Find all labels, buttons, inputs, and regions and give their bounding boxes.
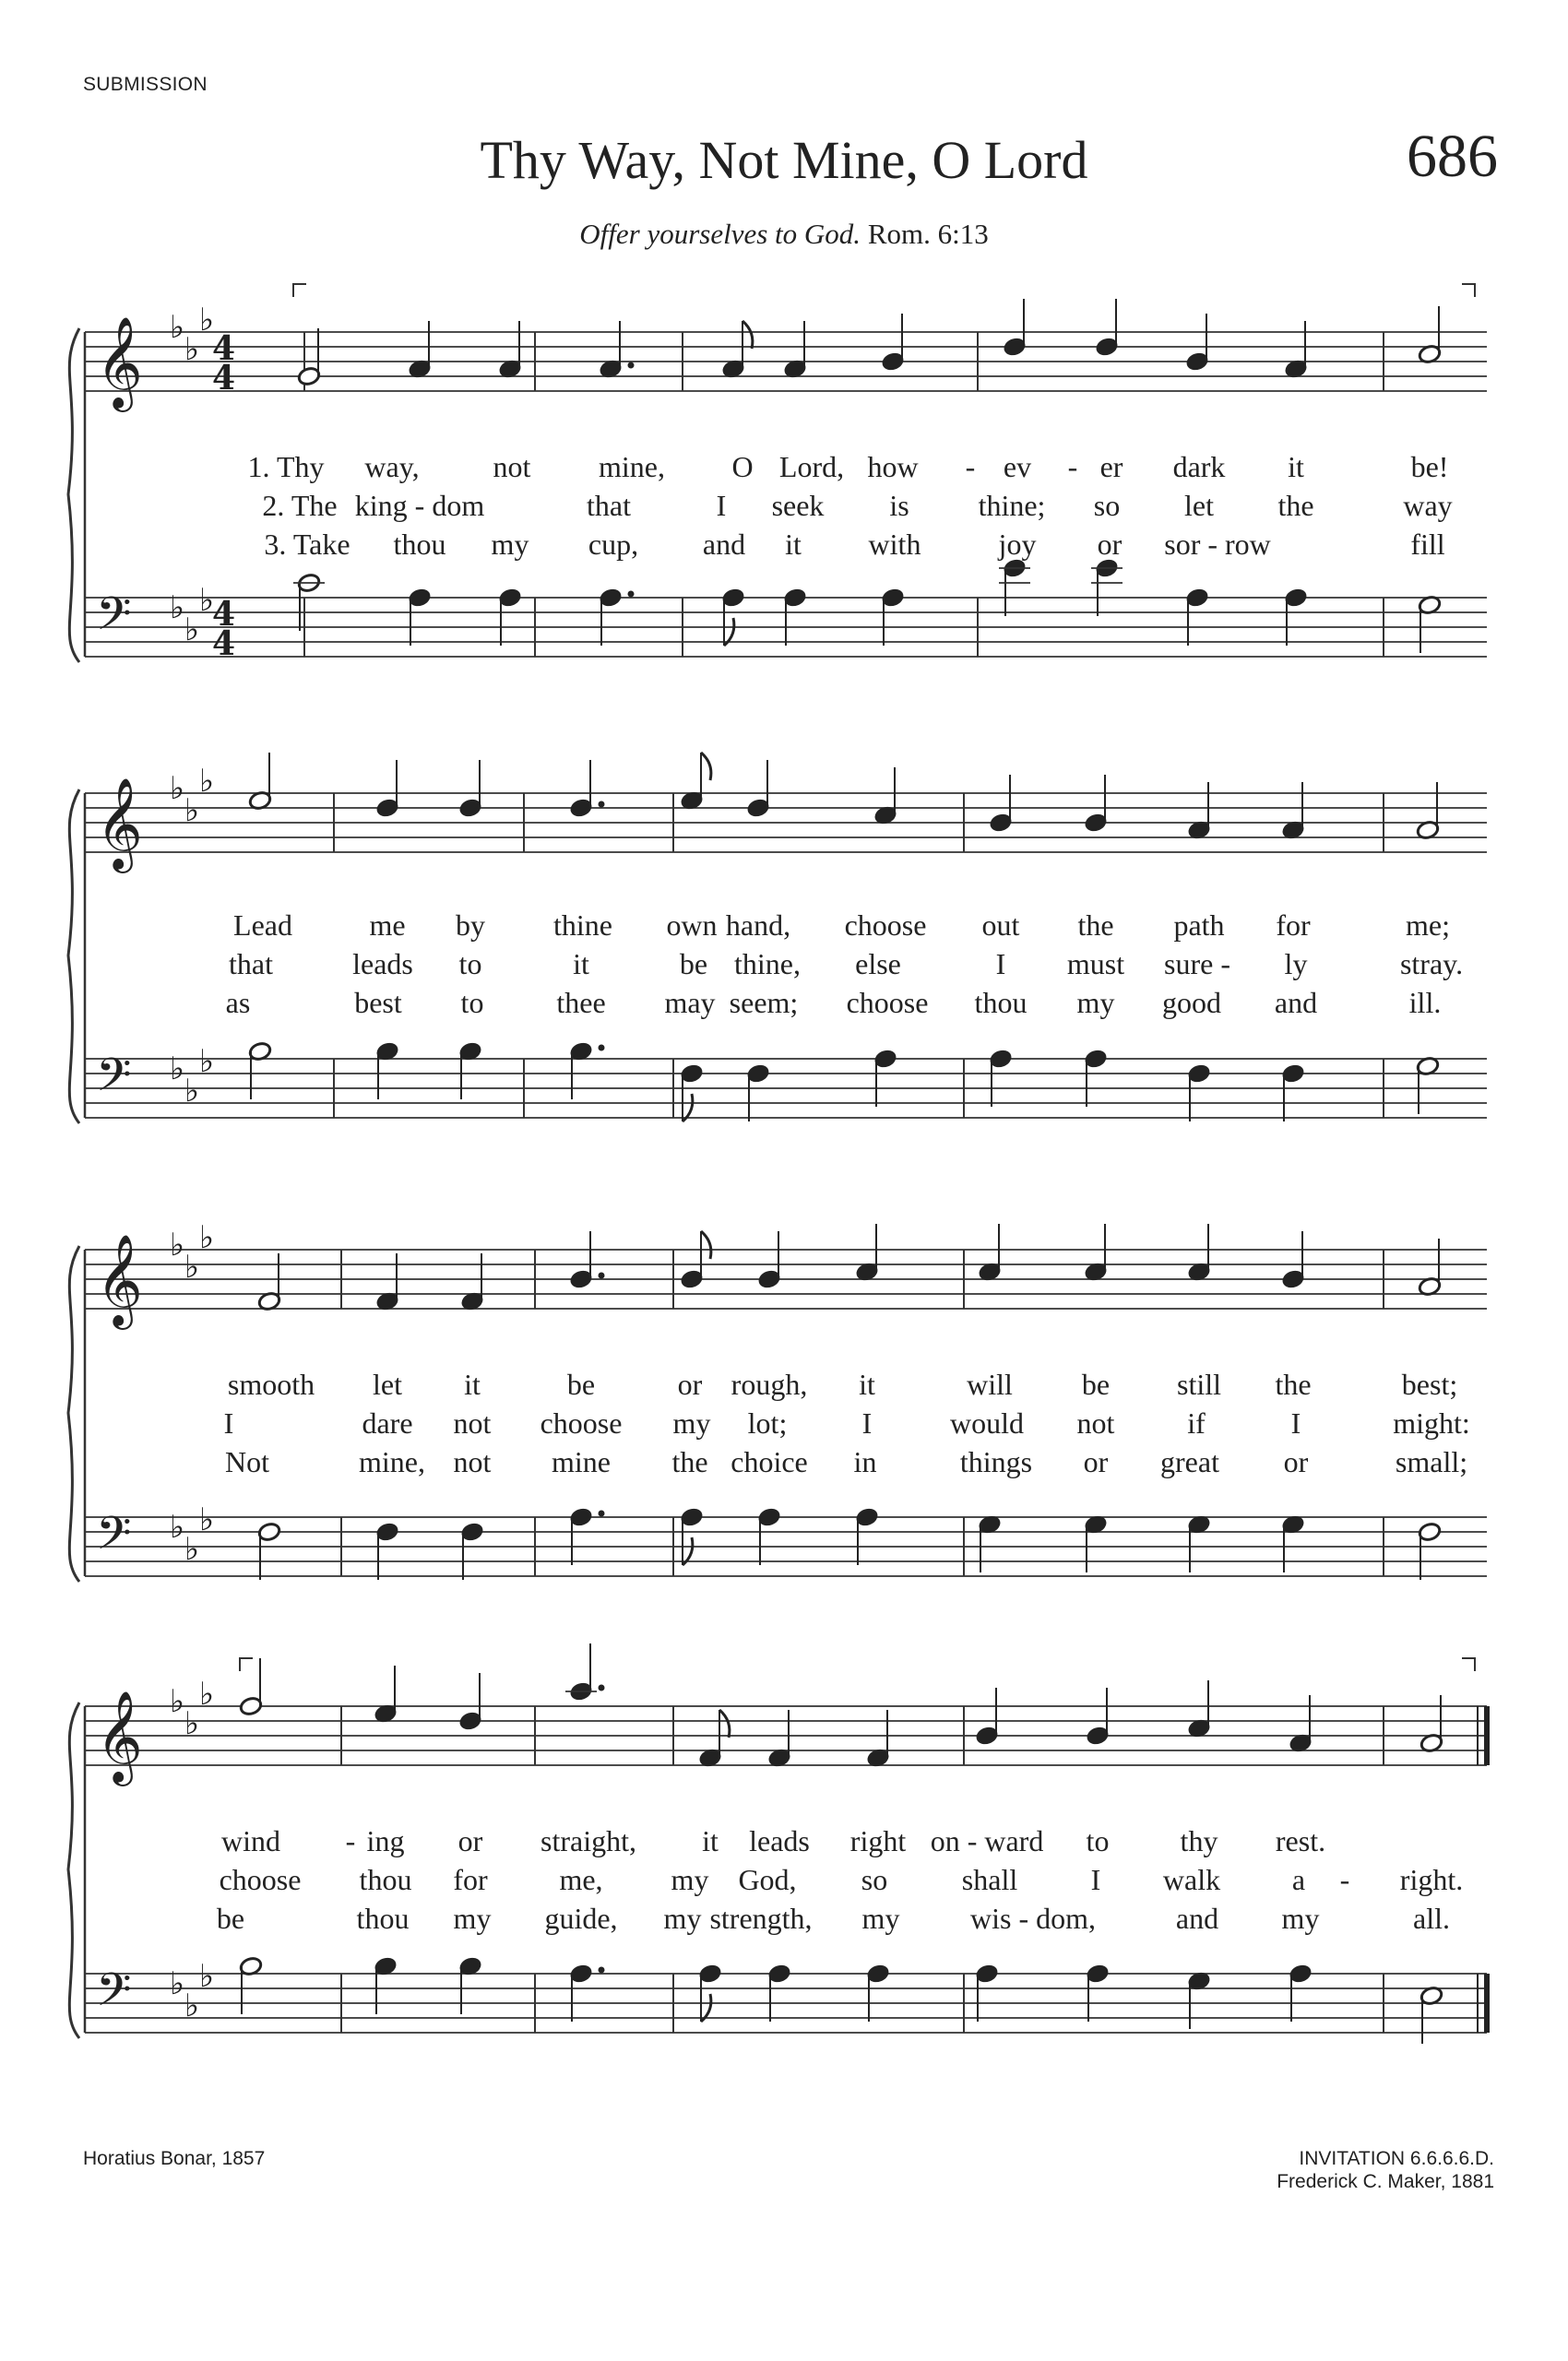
lyric-syllable: be	[216, 1902, 245, 1935]
system-1-treble-key-flat: ♭	[184, 331, 200, 368]
text-author-credit: Horatius Bonar, 1857	[83, 2148, 266, 2169]
system-2-bass-key-flat: ♭	[184, 1073, 200, 1109]
lyric-syllable: cup,	[588, 528, 639, 561]
lyric-syllable: mine	[552, 1445, 611, 1478]
lyric-syllable: -	[1339, 1863, 1350, 1896]
lyric-syllable: not	[453, 1406, 492, 1440]
verse-1-line	[0, 1368, 1568, 1406]
composer-credit: Frederick C. Maker, 1881	[1277, 2171, 1494, 2192]
lyric-syllable: be!	[1410, 450, 1449, 483]
verse-2-line	[0, 947, 1568, 986]
lyric-syllable: God,	[738, 1863, 797, 1896]
category-label: SUBMISSION	[83, 74, 208, 95]
lyric-syllable: walk	[1162, 1863, 1221, 1896]
lyric-syllable: let	[1184, 489, 1214, 522]
lyric-syllable: things	[959, 1445, 1033, 1478]
lyric-syllable: my	[453, 1902, 492, 1935]
lyric-syllable: I	[223, 1406, 234, 1440]
system-4-bracket-right	[1462, 1658, 1475, 1671]
hymn-title: Thy Way, Not Mine, O Lord	[480, 130, 1088, 190]
system-2-bass-key-flat: ♭	[199, 1043, 215, 1080]
lyric-syllable: wis - dom,	[970, 1902, 1096, 1935]
system-3-treble-key-flat: ♭	[184, 1249, 200, 1286]
lyric-syllable: my	[861, 1902, 900, 1935]
scripture-text: Offer yourselves to God.	[579, 218, 861, 250]
lyric-syllable: ill.	[1408, 986, 1442, 1019]
lyric-syllable: I	[1290, 1406, 1301, 1440]
lyric-syllable: thou	[359, 1863, 412, 1896]
lyric-syllable: the	[1275, 1368, 1312, 1401]
lyric-syllable: best	[354, 986, 402, 1019]
system-3-bass-note-dot	[599, 1511, 605, 1517]
lyric-syllable: be	[1081, 1368, 1111, 1401]
lyric-syllable: sure -	[1164, 947, 1230, 980]
lyric-syllable: and	[1175, 1902, 1219, 1935]
lyric-syllable: I	[861, 1406, 873, 1440]
system-3-treble-key-flat: ♭	[170, 1227, 185, 1264]
lyric-syllable: still	[1176, 1368, 1222, 1401]
system-4-bass-key-flat: ♭	[199, 1958, 215, 1995]
lyrics-system-4	[0, 1824, 1568, 1940]
system-2-treble-key-flat: ♭	[199, 763, 215, 800]
lyric-syllable: that	[229, 947, 273, 980]
lyric-syllable: ev	[1003, 450, 1032, 483]
lyric-syllable: ing	[366, 1824, 405, 1857]
lyric-syllable: 1. Thy	[247, 450, 325, 483]
lyric-syllable: that	[587, 489, 631, 522]
lyric-syllable: thine	[553, 908, 612, 942]
lyric-syllable: strength,	[709, 1902, 813, 1935]
system-4-bass-note-dot	[599, 1967, 605, 1974]
verse-2-line	[0, 1406, 1568, 1445]
lyric-syllable: the	[1077, 908, 1114, 942]
lyric-syllable: way	[1403, 489, 1453, 522]
verse-3-line	[0, 1445, 1568, 1484]
system-1-bass-time-top: 4	[212, 595, 236, 634]
system-3-treble-note-flag	[701, 1231, 711, 1259]
lyric-syllable: it	[702, 1824, 719, 1857]
lyric-syllable: path	[1173, 908, 1225, 942]
system-3-bass-key-flat: ♭	[184, 1531, 200, 1568]
system-4-treble-note-flag	[719, 1710, 730, 1738]
lyric-syllable: Lord,	[778, 450, 845, 483]
lyric-syllable: would	[950, 1406, 1024, 1440]
verse-3-line	[0, 986, 1568, 1025]
system-2-treble-key-flat: ♭	[184, 792, 200, 829]
system-4-bass-key-flat: ♭	[170, 1965, 185, 2002]
lyric-syllable: be	[566, 1368, 596, 1401]
lyric-syllable: rest.	[1275, 1824, 1326, 1857]
lyric-syllable: er	[1099, 450, 1123, 483]
lyric-syllable: hand,	[725, 908, 791, 942]
lyric-syllable: or	[1283, 1445, 1309, 1478]
lyric-syllable: way,	[364, 450, 420, 483]
lyric-syllable: right	[849, 1824, 907, 1857]
system-1-treble-clef: 𝄞	[96, 316, 143, 409]
tune-name: INVITATION 6.6.6.6.D.	[1299, 2148, 1494, 2169]
lyric-syllable: be	[679, 947, 708, 980]
lyric-syllable: 2. The	[262, 489, 338, 522]
lyric-syllable: leads	[749, 1824, 810, 1857]
lyric-syllable: is	[889, 489, 909, 522]
tune-credits	[1277, 2147, 1494, 2193]
lyric-syllable: may	[664, 986, 716, 1019]
hymn-number: 686	[1407, 123, 1498, 190]
verse-2-line	[0, 1863, 1568, 1902]
lyric-syllable: it	[573, 947, 589, 980]
lyric-syllable: out	[981, 908, 1020, 942]
lyric-syllable: it	[785, 528, 802, 561]
lyric-syllable: leads	[352, 947, 413, 980]
lyric-syllable: me	[369, 908, 406, 942]
lyric-syllable: not	[493, 450, 531, 483]
system-4-bass-key-flat: ♭	[184, 1987, 200, 2024]
lyric-syllable: let	[373, 1368, 402, 1401]
lyric-syllable: if	[1187, 1406, 1206, 1440]
system-1-treble-key-flat: ♭	[170, 309, 185, 346]
lyric-syllable: thou	[393, 528, 446, 561]
lyric-syllable: wind	[221, 1824, 280, 1857]
system-1-bass-note-dot	[628, 591, 635, 598]
lyric-syllable: sor - row	[1164, 528, 1271, 561]
lyric-syllable: the	[671, 1445, 708, 1478]
lyric-syllable: own	[666, 908, 718, 942]
lyrics-system-3	[0, 1368, 1568, 1484]
lyric-syllable: choose	[540, 1406, 623, 1440]
system-4-treble-key-flat: ♭	[184, 1705, 200, 1742]
system-1-treble-key-flat: ♭	[199, 302, 215, 338]
system-4-bass-clef: 𝄢	[96, 1964, 132, 2028]
system-4-treble-clef: 𝄞	[96, 1691, 143, 1783]
lyric-syllable: or	[1097, 528, 1123, 561]
lyric-syllable: my	[1076, 986, 1115, 1019]
lyric-syllable: thine;	[978, 489, 1046, 522]
lyric-syllable: right.	[1399, 1863, 1464, 1896]
lyric-syllable: thou	[974, 986, 1028, 1019]
lyric-syllable: mine,	[359, 1445, 425, 1478]
lyric-syllable: must	[1066, 947, 1125, 980]
lyric-syllable: guide,	[544, 1902, 618, 1935]
lyric-syllable: -	[1067, 450, 1078, 483]
lyric-syllable: thou	[356, 1902, 410, 1935]
lyric-syllable: king - dom	[354, 489, 485, 522]
lyric-syllable: joy	[998, 528, 1037, 561]
lyric-syllable: my	[671, 1863, 709, 1896]
lyric-syllable: thee	[556, 986, 606, 1019]
lyric-syllable: rough,	[731, 1368, 808, 1401]
system-4-treble-key-flat: ♭	[170, 1683, 185, 1720]
verse-2-line	[0, 489, 1568, 528]
system-4-treble-key-flat: ♭	[199, 1676, 215, 1713]
lyric-syllable: will	[967, 1368, 1013, 1401]
scripture-ref: Rom. 6:13	[867, 218, 989, 250]
system-2-treble-note-dot	[599, 801, 605, 808]
lyric-syllable: ly	[1284, 947, 1308, 980]
system-3-treble-key-flat: ♭	[199, 1219, 215, 1256]
lyric-syllable: smooth	[227, 1368, 315, 1401]
system-2-bass-note-dot	[599, 1045, 605, 1051]
lyric-syllable: on - ward	[930, 1824, 1044, 1857]
lyric-syllable: to	[1086, 1824, 1110, 1857]
system-2-treble-clef: 𝄞	[96, 777, 143, 870]
lyric-syllable: not	[453, 1445, 492, 1478]
lyric-syllable: it	[859, 1368, 875, 1401]
lyric-syllable: 3. Take	[264, 528, 350, 561]
lyric-syllable: it	[464, 1368, 481, 1401]
lyric-syllable: small;	[1395, 1445, 1468, 1478]
lyric-syllable: my	[491, 528, 529, 561]
system-3-treble-clef: 𝄞	[96, 1234, 143, 1326]
lyric-syllable: so	[1093, 489, 1121, 522]
system-4-treble-note-dot	[599, 1685, 605, 1691]
system-1-bass-clef: 𝄢	[96, 587, 132, 652]
lyric-syllable: thy	[1180, 1824, 1218, 1857]
lyric-syllable: me;	[1406, 908, 1450, 942]
lyric-syllable: or	[677, 1368, 703, 1401]
lyric-syllable: dark	[1172, 450, 1226, 483]
lyric-syllable: mine,	[599, 450, 665, 483]
system-1-bass-key-flat: ♭	[184, 611, 200, 648]
lyric-syllable: my	[1281, 1902, 1320, 1935]
lyric-syllable: -	[345, 1824, 356, 1857]
lyric-syllable: seek	[771, 489, 825, 522]
lyric-syllable: dare	[362, 1406, 413, 1440]
verse-1-line	[0, 1824, 1568, 1863]
system-1-treble-time-bottom: 4	[212, 359, 236, 397]
verse-3-line	[0, 528, 1568, 566]
lyric-syllable: straight,	[540, 1824, 636, 1857]
lyric-syllable: to	[458, 947, 482, 980]
lyric-syllable: best;	[1401, 1368, 1458, 1401]
lyric-syllable: and	[1274, 986, 1318, 1019]
lyric-syllable: by	[456, 908, 485, 942]
system-2-treble-note-flag	[701, 753, 711, 780]
lyrics-system-1	[0, 450, 1568, 566]
system-2-treble-key-flat: ♭	[170, 770, 185, 807]
system-1-treble-note-flag	[742, 321, 753, 349]
lyric-syllable: not	[1076, 1406, 1115, 1440]
lyric-syllable: Not	[225, 1445, 269, 1478]
lyric-syllable: thine,	[734, 947, 801, 980]
lyric-syllable: fill	[1410, 528, 1445, 561]
lyric-syllable: lot;	[747, 1406, 788, 1440]
system-4-bracket-left	[240, 1658, 253, 1671]
lyric-syllable: a	[1291, 1863, 1306, 1896]
verse-1-line	[0, 908, 1568, 947]
system-1-treble-note-dot	[628, 362, 635, 369]
system-1-treble-time-top: 4	[212, 329, 236, 368]
verse-3-line	[0, 1902, 1568, 1940]
system-1-bass-key-flat: ♭	[199, 582, 215, 619]
lyric-syllable: choice	[731, 1445, 808, 1478]
lyric-syllable: I	[716, 489, 727, 522]
lyric-syllable: me,	[559, 1863, 603, 1896]
lyric-syllable: with	[868, 528, 921, 561]
lyric-syllable: so	[861, 1863, 888, 1896]
lyrics-system-2	[0, 908, 1568, 1025]
lyric-syllable: in	[853, 1445, 877, 1478]
lyric-syllable: and	[702, 528, 746, 561]
lyric-syllable: great	[1160, 1445, 1219, 1478]
system-3-bass-key-flat: ♭	[170, 1509, 185, 1546]
lyric-syllable: my	[663, 1902, 702, 1935]
lyric-syllable: how	[867, 450, 919, 483]
lyric-syllable: I	[995, 947, 1006, 980]
lyric-syllable: I	[1090, 1863, 1101, 1896]
lyric-syllable: or	[1083, 1445, 1109, 1478]
system-3-treble-note-dot	[599, 1273, 605, 1279]
lyric-syllable: for	[453, 1863, 488, 1896]
verse-1-line	[0, 450, 1568, 489]
lyric-syllable: the	[1277, 489, 1314, 522]
lyric-syllable: as	[225, 986, 251, 1019]
system-1-bass-time-bottom: 4	[212, 624, 236, 663]
lyric-syllable: all.	[1413, 1902, 1450, 1935]
system-2-bass-clef: 𝄢	[96, 1049, 132, 1113]
lyric-syllable: good	[1162, 986, 1221, 1019]
system-2-bass-key-flat: ♭	[170, 1050, 185, 1087]
lyric-syllable: choose	[844, 908, 927, 942]
lyric-syllable: choose	[219, 1863, 302, 1896]
lyric-syllable: Lead	[233, 908, 292, 942]
lyric-syllable: it	[1288, 450, 1304, 483]
system-3-bass-key-flat: ♭	[199, 1501, 215, 1538]
lyric-syllable: choose	[846, 986, 929, 1019]
lyric-syllable: -	[965, 450, 976, 483]
lyric-syllable: my	[672, 1406, 711, 1440]
lyric-syllable: for	[1276, 908, 1311, 942]
lyric-syllable: stray.	[1399, 947, 1464, 980]
lyric-syllable: else	[855, 947, 901, 980]
lyric-syllable: shall	[961, 1863, 1018, 1896]
lyric-syllable: seem;	[729, 986, 799, 1019]
lyric-syllable: O	[731, 450, 754, 483]
system-1-bass-key-flat: ♭	[170, 589, 185, 626]
system-1-bracket-right	[1462, 284, 1475, 297]
lyric-syllable: or	[457, 1824, 483, 1857]
lyric-syllable: to	[460, 986, 484, 1019]
lyric-syllable: might:	[1393, 1406, 1470, 1440]
system-3-bass-clef: 𝄢	[96, 1507, 132, 1572]
system-1-bracket-left	[293, 284, 306, 297]
